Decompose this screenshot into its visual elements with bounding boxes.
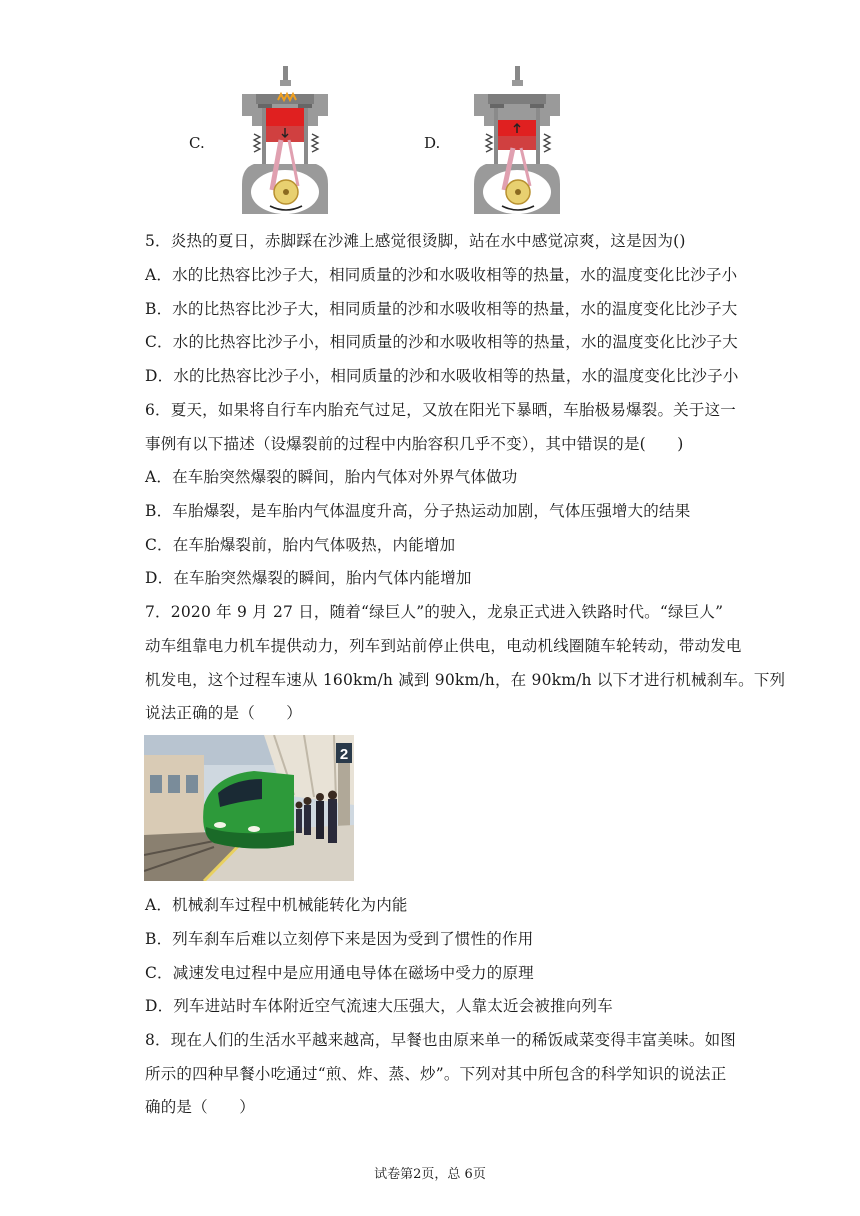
page-footer: 试卷第2页，总 6页 <box>374 1167 486 1182</box>
q8-stem-line-2: 所示的四种早餐小吃通过“煎、炸、蒸、炒”。下列对其中所包含的科学知识的说法正 <box>145 1065 727 1083</box>
q5-option-d: D．水的比热容比沙子小，相同质量的沙和水吸收相等的热量，水的温度变化比沙子小 <box>145 367 739 385</box>
q8-stem-line-1: 8．现在人们的生活水平越来越高，早餐也由原来单一的稀饭咸菜变得丰富美味。如图 <box>145 1031 736 1049</box>
engine-stroke-figure-d <box>468 64 566 222</box>
q6-option-c: C．在车胎爆裂前，胎内气体吸热，内能增加 <box>145 536 456 554</box>
q8-stem-line-3: 确的是（ ） <box>145 1098 255 1116</box>
q6-option-d: D．在车胎突然爆裂的瞬间，胎内气体内能增加 <box>145 569 472 587</box>
platform-number-sign: 2 <box>339 746 349 763</box>
q7-option-b: B．列车刹车后难以立刻停下来是因为受到了惯性的作用 <box>145 930 534 948</box>
figure-option-c-label: C. <box>189 134 205 152</box>
q7-stem-line-1: 7．2020 年 9 月 27 日，随着“绿巨人”的驶入，龙泉正式进入铁路时代。“绿巨人” <box>145 603 724 621</box>
q5-option-c: C．水的比热容比沙子小，相同质量的沙和水吸收相等的热量，水的温度变化比沙子大 <box>145 333 738 351</box>
green-giant-train-photo <box>144 735 354 881</box>
q7-stem-line-3: 机发电，这个过程车速从 160km/h 减到 90km/h，在 90km/h 以下才进行机械刹车。下列 <box>145 671 786 689</box>
q6-stem-line-1: 6．夏天，如果将自行车内胎充气过足，又放在阳光下暴晒，车胎极易爆裂。关于这一 <box>145 401 736 419</box>
q7-option-a: A．机械刹车过程中机械能转化为内能 <box>145 896 408 914</box>
q6-option-b: B．车胎爆裂，是车胎内气体温度升高，分子热运动加剧，气体压强增大的结果 <box>145 502 691 520</box>
engine-stroke-figure-c <box>236 64 334 222</box>
q7-option-c: C．减速发电过程中是应用通电导体在磁场中受力的原理 <box>145 964 534 982</box>
q5-option-b: B．水的比热容比沙子大，相同质量的沙和水吸收相等的热量，水的温度变化比沙子大 <box>145 300 738 318</box>
q7-stem-line-4: 说法正确的是（ ） <box>145 704 303 722</box>
q7-option-d: D．列车进站时车体附近空气流速大压强大，人靠太近会被推向列车 <box>145 997 613 1015</box>
q5-stem: 5．炎热的夏日，赤脚踩在沙滩上感觉很烫脚，站在水中感觉凉爽，这是因为() <box>145 232 686 250</box>
q6-stem-line-2: 事例有以下描述（设爆裂前的过程中内胎容积几乎不变），其中错误的是( ) <box>145 435 684 453</box>
figure-option-d-label: D. <box>424 134 441 152</box>
q5-option-a: A．水的比热容比沙子大，相同质量的沙和水吸收相等的热量，水的温度变化比沙子小 <box>145 266 738 284</box>
q6-option-a: A．在车胎突然爆裂的瞬间，胎内气体对外界气体做功 <box>145 468 518 486</box>
q7-stem-line-2: 动车组靠电力机车提供动力，列车到站前停止供电，电动机线圈随车轮转动，带动发电 <box>145 637 742 655</box>
